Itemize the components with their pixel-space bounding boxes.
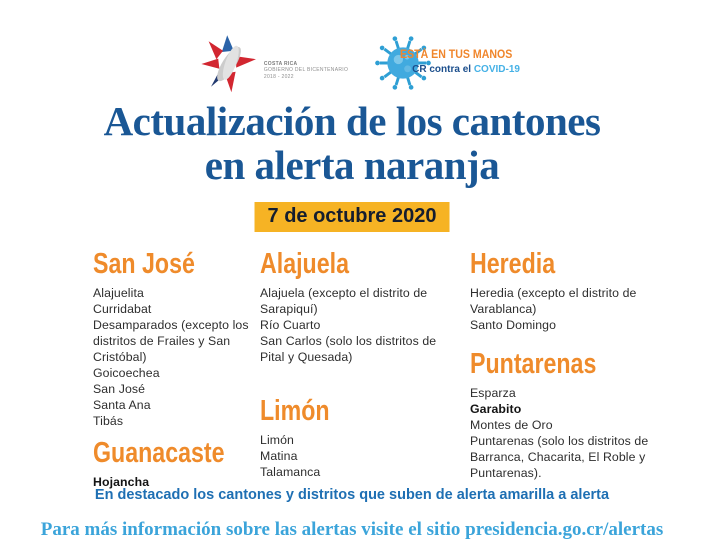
- gov-logo-line2: GOBIERNO DEL BICENTENARIO: [263, 67, 349, 73]
- canton-item: Alajuela (excepto el distrito de Sarapiquí): [260, 286, 428, 316]
- canton-list: [260, 432, 450, 480]
- canton-item: Garabito: [470, 402, 522, 416]
- canton-item: San José: [93, 382, 146, 396]
- province-name: Puntarenas: [470, 348, 597, 380]
- province-section-san-jose: [93, 248, 263, 429]
- covid-campaign-line: [412, 64, 520, 75]
- date-badge: 7 de octubre 2020: [255, 202, 450, 232]
- canton-item: Curridabat: [93, 302, 152, 316]
- title-line-1: Actualización de los cantones: [103, 98, 601, 144]
- covid-campaign-prefix: CR contra el: [412, 64, 474, 75]
- province-column-2: [260, 248, 450, 480]
- covid-campaign-highlight: COVID-19: [473, 64, 520, 75]
- page-title: [0, 99, 704, 187]
- canton-item: Limón: [260, 433, 294, 447]
- province-name: Heredia: [470, 248, 556, 280]
- canton-list: [93, 285, 263, 429]
- gov-logo-country: COSTA RICA: [263, 60, 298, 67]
- province-column-3: [470, 248, 668, 481]
- province-name: San José: [93, 248, 195, 280]
- costa-rica-government-logo: [198, 34, 348, 94]
- gov-logo-text: [264, 61, 348, 95]
- canton-list: [470, 385, 668, 481]
- canton-item: Tibás: [93, 414, 124, 428]
- covid-campaign-logo: [374, 34, 520, 94]
- canton-item: Santo Domingo: [470, 318, 557, 332]
- province-name: Guanacaste: [93, 437, 225, 469]
- canton-item: Montes de Oro: [470, 418, 553, 432]
- province-section-heredia: [470, 248, 668, 333]
- province-section-puntarenas: [470, 348, 668, 481]
- canton-list: [470, 285, 668, 333]
- canton-list: [260, 285, 450, 365]
- header-logos: [0, 34, 704, 94]
- canton-item: Alajuelita: [93, 286, 144, 300]
- canton-item: Esparza: [470, 386, 516, 400]
- canton-item: San Carlos (solo los distritos de Pital y Quesada): [260, 334, 437, 364]
- canton-item: Río Cuarto: [260, 318, 321, 332]
- canton-item: Santa Ana: [93, 398, 151, 412]
- canton-item: Heredia (excepto el distrito de Varablanca): [470, 286, 637, 316]
- province-column-1: [93, 248, 263, 490]
- canton-item: Puntarenas (solo los distritos de Barranca, Chacarita, El Roble y Puntarenas).: [470, 434, 649, 480]
- highlight-note: En destacado los cantones y distritos que suben de alerta amarilla a alerta: [94, 487, 610, 503]
- star-icon: [198, 34, 260, 94]
- canton-item: Goicoechea: [93, 366, 160, 380]
- gov-logo-line3: 2018 - 2022: [263, 73, 294, 80]
- province-name: Alajuela: [260, 248, 349, 280]
- more-info-note: Para más información sobre las alertas visite el sitio presidencia.go.cr/alertas: [40, 519, 664, 540]
- province-name: Limón: [260, 395, 330, 427]
- title-line-2: en alerta naranja: [204, 142, 500, 188]
- province-section-guanacaste: [93, 437, 263, 490]
- covid-slogan: ESTÁ EN TUS MANOS: [400, 49, 513, 61]
- virus-icon: [374, 34, 432, 92]
- canton-item: Matina: [260, 449, 298, 463]
- canton-item: Talamanca: [260, 465, 321, 479]
- canton-item: Hojancha: [93, 475, 150, 489]
- canton-item: Desamparados (excepto los distritos de Frailes y San Cristóbal): [93, 318, 249, 364]
- province-section-alajuela: [260, 248, 450, 365]
- province-section-limon: [260, 395, 450, 480]
